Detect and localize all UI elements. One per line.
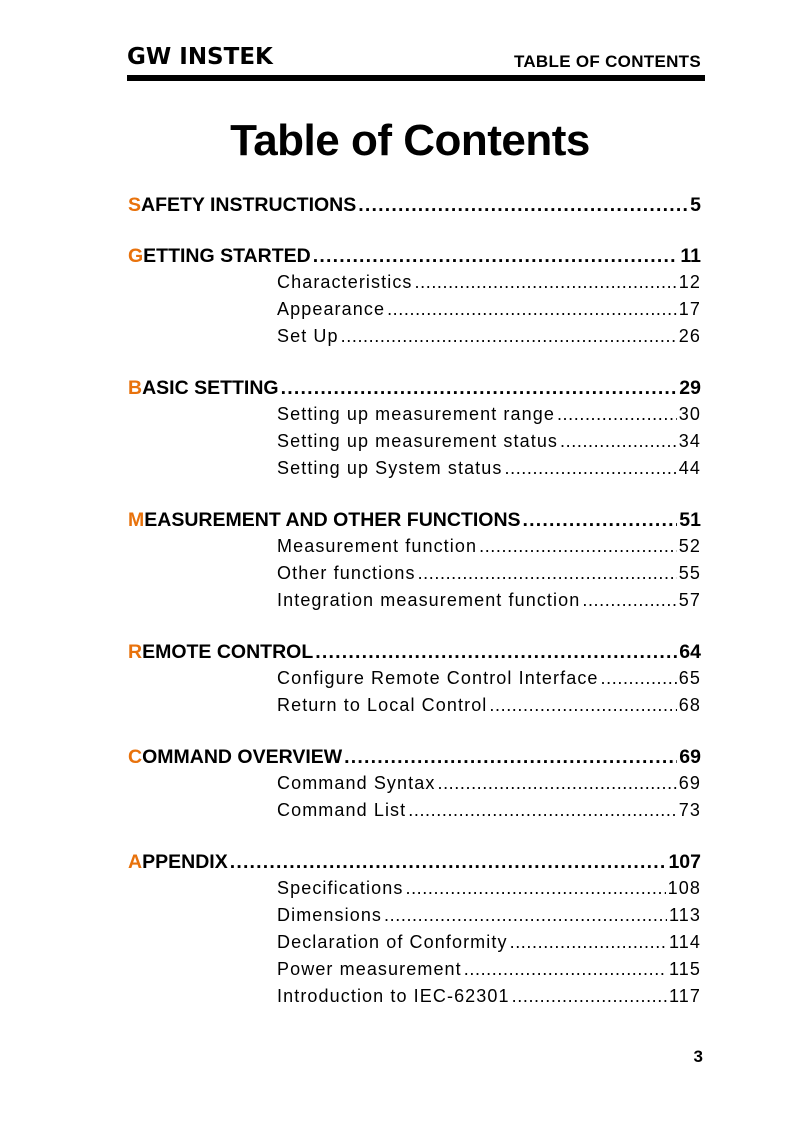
toc-entry[interactable] (128, 773, 701, 800)
toc-entry-page: 55 (678, 563, 701, 583)
toc-entry[interactable] (128, 695, 701, 722)
toc-entry-label: Introduction to IEC-62301 (277, 986, 510, 1006)
toc-entry-page: 52 (678, 536, 701, 556)
toc-entry-page: 17 (678, 299, 701, 319)
dot-leader (315, 641, 677, 664)
toc-entry-page: 108 (667, 878, 701, 898)
toc-section (128, 194, 701, 221)
toc-entry-label: Other functions (277, 563, 416, 583)
toc-entry-page: 34 (678, 431, 701, 451)
dot-leader (510, 932, 667, 953)
toc-entry-label: Setting up System status (277, 458, 503, 478)
header-rule (127, 75, 705, 81)
toc-entry[interactable] (128, 431, 701, 458)
dot-leader (358, 194, 688, 217)
toc-section-title (128, 194, 356, 217)
toc-entry-label: Measurement function (277, 536, 478, 556)
toc-section-title (128, 746, 342, 769)
dot-leader (489, 695, 676, 716)
toc-section (128, 377, 701, 485)
dot-leader (437, 773, 676, 794)
dot-leader (479, 536, 677, 557)
table-of-contents (128, 194, 701, 1037)
toc-entry-page: 117 (669, 986, 701, 1006)
toc-entry-label: Specifications (277, 878, 404, 898)
dot-leader (512, 986, 667, 1007)
dot-leader (418, 563, 677, 584)
dot-leader (341, 326, 677, 347)
toc-entry-label: Setting up measurement range (277, 404, 555, 424)
toc-entry-page: 113 (669, 905, 701, 925)
toc-entry[interactable] (128, 800, 701, 827)
toc-entry-page: 57 (678, 590, 701, 610)
toc-entry-label: Return to Local Control (277, 695, 488, 715)
toc-section-initial: B (128, 377, 143, 399)
toc-entry-label: Declaration of Conformity (277, 932, 508, 952)
gw-instek-logo: GW INSTEK (127, 44, 273, 70)
toc-section-title-rest: ASIC SETTING (142, 377, 279, 399)
toc-section-initial: S (128, 194, 142, 216)
dot-leader (387, 299, 677, 320)
toc-section-heading[interactable] (128, 245, 701, 272)
toc-entry-label: Command List (277, 800, 407, 820)
toc-section-heading[interactable] (128, 851, 701, 878)
toc-section-title-rest: PPENDIX (142, 851, 228, 873)
toc-section (128, 641, 701, 722)
toc-entry-page: 26 (678, 326, 701, 346)
toc-section-page: 51 (679, 509, 701, 531)
toc-section-title (128, 377, 279, 400)
toc-entry-page: 68 (678, 695, 701, 715)
toc-entry[interactable] (128, 326, 701, 353)
toc-entry-label: Dimensions (277, 905, 383, 925)
header-title: TABLE OF CONTENTS (513, 52, 701, 71)
toc-entry-page: 12 (678, 272, 701, 292)
toc-section (128, 746, 701, 827)
dot-leader (557, 404, 677, 425)
toc-entry[interactable] (128, 458, 701, 485)
toc-section-page: 5 (690, 194, 701, 216)
toc-entry-page: 115 (669, 959, 701, 979)
dot-leader (582, 590, 676, 611)
dot-leader (230, 851, 667, 874)
toc-entry-page: 114 (669, 932, 701, 952)
dot-leader (344, 746, 677, 769)
dot-leader (523, 509, 678, 532)
toc-section-initial: M (128, 509, 145, 531)
toc-entry-label: Setting up measurement status (277, 431, 559, 451)
dot-leader (464, 959, 667, 980)
toc-section-title (128, 851, 228, 874)
toc-entry-label: Command Syntax (277, 773, 436, 793)
dot-leader (505, 458, 677, 479)
toc-section-heading[interactable] (128, 194, 701, 221)
toc-entry-page: 73 (678, 800, 701, 820)
dot-leader (560, 431, 677, 452)
toc-section-page: 11 (680, 245, 701, 267)
toc-section-initial: C (128, 746, 143, 768)
toc-section-heading[interactable] (128, 377, 701, 404)
toc-section-initial: G (128, 245, 144, 267)
toc-entry[interactable] (128, 668, 701, 695)
page-title: Table of Contents (230, 116, 590, 165)
toc-entry-page: 65 (678, 668, 701, 688)
toc-entry[interactable] (128, 299, 701, 326)
dot-leader (281, 377, 678, 400)
toc-section-title (128, 245, 311, 268)
toc-entry[interactable] (128, 536, 701, 563)
toc-entry[interactable] (128, 932, 701, 959)
toc-section-title (128, 509, 521, 532)
toc-entry-label: Power measurement (277, 959, 462, 979)
toc-entry[interactable] (128, 878, 701, 905)
toc-section-page: 69 (679, 746, 701, 768)
toc-entry[interactable] (128, 272, 701, 299)
dot-leader (405, 878, 665, 899)
toc-entry-page: 30 (678, 404, 701, 424)
toc-section-page: 29 (679, 377, 701, 399)
toc-section-heading[interactable] (128, 509, 701, 536)
toc-section-heading[interactable] (128, 641, 701, 668)
toc-section-title-rest: ETTING STARTED (143, 245, 311, 267)
toc-section-title-rest: AFETY INSTRUCTIONS (141, 194, 357, 216)
toc-section-title-rest: EASUREMENT AND OTHER FUNCTIONS (144, 509, 521, 531)
toc-section-page: 107 (668, 851, 701, 873)
toc-section (128, 851, 701, 1013)
toc-entry[interactable] (128, 959, 701, 986)
toc-entry-label: Integration measurement function (277, 590, 581, 610)
toc-entry[interactable] (128, 404, 701, 431)
toc-section-page: 64 (679, 641, 701, 663)
toc-entry-page: 44 (678, 458, 701, 478)
toc-entry[interactable] (128, 590, 701, 617)
toc-section-heading[interactable] (128, 746, 701, 773)
dot-leader (313, 245, 679, 268)
toc-section-title (128, 641, 313, 664)
toc-entry[interactable] (128, 986, 701, 1013)
toc-section-title-rest: OMMAND OVERVIEW (142, 746, 343, 768)
dot-leader (601, 668, 677, 689)
toc-section-title-rest: EMOTE CONTROL (142, 641, 314, 663)
toc-section-initial: A (128, 851, 143, 873)
toc-entry-label: Set Up (277, 326, 339, 346)
toc-entry-label: Appearance (277, 299, 386, 319)
dot-leader (415, 272, 677, 293)
toc-section (128, 245, 701, 353)
toc-section-initial: R (128, 641, 143, 663)
dot-leader (384, 905, 667, 926)
page-header (127, 42, 705, 82)
toc-entry-label: Configure Remote Control Interface (277, 668, 599, 688)
page-number: 3 (693, 1047, 703, 1066)
toc-entry[interactable] (128, 563, 701, 590)
toc-entry-page: 69 (678, 773, 701, 793)
toc-entry-label: Characteristics (277, 272, 413, 292)
toc-section (128, 509, 701, 617)
dot-leader (408, 800, 677, 821)
toc-entry[interactable] (128, 905, 701, 932)
